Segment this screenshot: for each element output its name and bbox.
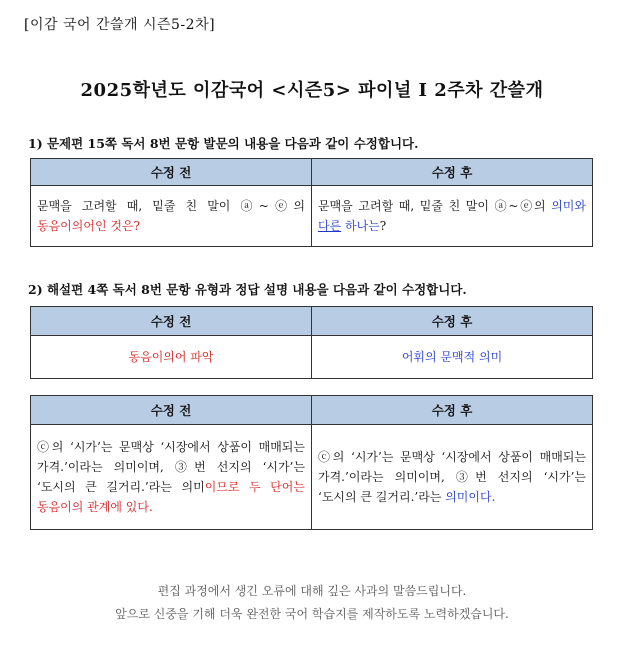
section2-explanation-after-header: 수정 후: [312, 396, 593, 425]
section1-before-cell: [31, 186, 312, 247]
section1-before-text: 문맥을 고려할 때, 밑줄 친 말이 ⓐ~ⓔ의: [37, 199, 305, 213]
footer-commitment-line: 앞으로 신중을 기해 더욱 완전한 국어 학습지를 제작하도록 노력하겠습니다.: [115, 607, 509, 621]
section2-explanation-after-highlight: 의미이다.: [445, 490, 496, 504]
section1-table-header-row: [31, 159, 593, 186]
section1-table: [30, 158, 593, 247]
section2-type-row: [31, 336, 593, 379]
section2-explanation-table: [30, 395, 593, 530]
section1-before-header: 수정 전: [31, 159, 312, 186]
section2-type-table: [30, 306, 593, 379]
page-title: 2025학년도 이감국어 <시즌5> 파이널 Ⅰ 2주차 간쓸개: [80, 80, 544, 101]
section2-explanation-after-cell: [312, 425, 593, 530]
section1-after-highlight-2: 하나는: [341, 219, 380, 233]
section2-type-before-cell: 동음이의어 파악: [31, 336, 312, 379]
section1-after-cell: [312, 186, 593, 247]
section2-explanation-row: [31, 425, 593, 530]
section1-table-row: [31, 186, 593, 247]
section2-explanation-before-cell: [31, 425, 312, 530]
section1-before-highlight: 동음이의어인 것은?: [37, 219, 140, 233]
section1-after-question-mark: ?: [379, 219, 387, 233]
section1-after-text: 문맥을 고려할 때, 밑줄 친 말이 ⓐ~ⓔ의: [318, 199, 552, 213]
section2-explanation-header-row: [31, 396, 593, 425]
document-header-tag: [이감 국어 간쓸개 시즌5-2차]: [24, 17, 216, 33]
section1-after-header: 수정 후: [312, 159, 593, 186]
section2-explanation-before-text: ⓒ의 ‘시가’는 문맥상 ‘시장에서 상품이 매매되는 가격.’이라는 의미이며, ③번 선지의 ‘시가’는 ‘도시의 큰 길거리.’라는 의미: [37, 440, 305, 494]
section2-explanation-before-header: 수정 전: [31, 396, 312, 425]
section2-explanation-before-highlight: 이므로 두 단어는 동음이의 관계에 있다.: [37, 480, 305, 514]
section2-type-after-header: 수정 후: [312, 307, 593, 336]
section1-after-highlight-1: 의미와: [551, 199, 586, 213]
section2-type-before-header: 수정 전: [31, 307, 312, 336]
section2-heading: 2) 해설편 4쪽 독서 8번 문항 유형과 정답 설명 내용을 다음과 같이 수정합니다.: [28, 282, 467, 297]
section2-explanation-after-text: ⓒ의 ‘시가’는 문맥상 ‘시장에서 상품이 매매되는 가격.’이라는 의미이며, ③번 선지의 ‘시가’는 ‘도시의 큰 길거리.’라는: [318, 450, 586, 504]
footer-apology-line: 편집 과정에서 생긴 오류에 대해 깊은 사과의 말씀드립니다.: [157, 584, 467, 598]
section2-type-after-cell: 어휘의 문맥적 의미: [312, 336, 593, 379]
section1-heading: 1) 문제편 15쪽 독서 8번 문항 발문의 내용을 다음과 같이 수정합니다.: [28, 136, 419, 151]
section2-type-header-row: [31, 307, 593, 336]
section1-after-underlined-word: 다른: [318, 219, 342, 233]
